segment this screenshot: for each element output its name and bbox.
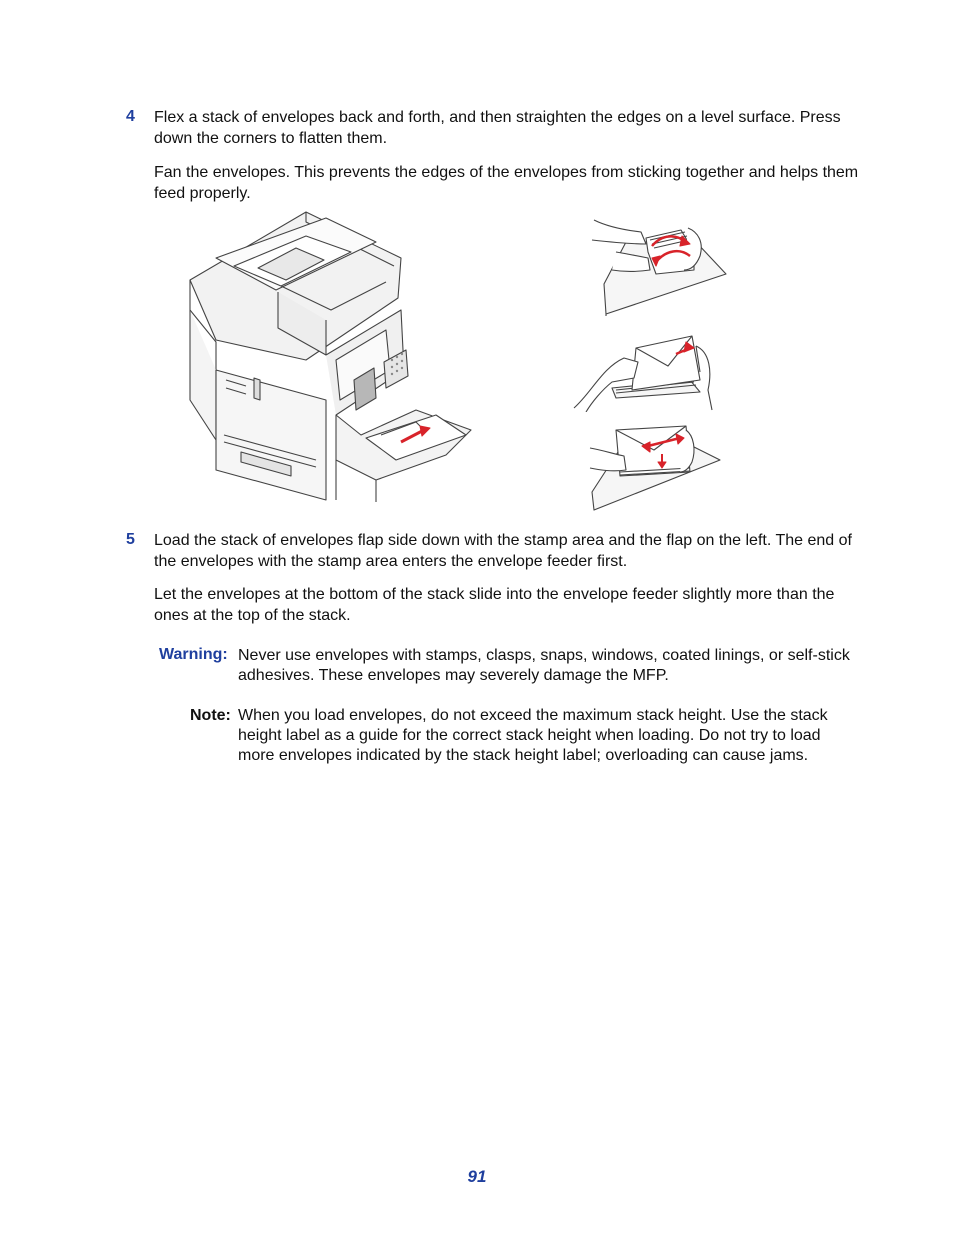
step-4-number: 4 bbox=[126, 108, 135, 125]
warning-label: Warning: bbox=[159, 646, 228, 663]
mfp-envelope-feeder-illustration bbox=[186, 210, 486, 506]
step-4-text: Flex a stack of envelopes back and forth, and then straighten the edges on a level surface. Press down the corners to flatten them. bbox=[154, 109, 841, 147]
fan-envelopes-illustration bbox=[572, 332, 720, 412]
step-5-followup: Let the envelopes at the bottom of the stack slide into the envelope feeder slightly more than the ones at the top of the stack. bbox=[154, 586, 835, 624]
flex-envelopes-illustration bbox=[586, 212, 728, 316]
warning-text: Never use envelopes with stamps, clasps, snaps, windows, coated linings, or self-stick adhesives. These envelopes may severely damage the MFP. bbox=[238, 647, 850, 684]
straighten-envelopes-illustration bbox=[588, 422, 722, 512]
note-text: When you load envelopes, do not exceed the maximum stack height. Use the stack height label as a guide for the correct stack height when loading. Do not try to load more envelopes indicated by the stack height label; overloading can cause jams. bbox=[238, 707, 828, 764]
page-number: 91 bbox=[467, 1167, 487, 1186]
step-5-text: Load the stack of envelopes flap side down with the stamp area and the flap on the left. The end of the envelopes with the stamp area enters the envelope feeder first. bbox=[154, 532, 852, 570]
step-5-number: 5 bbox=[126, 531, 135, 548]
note-label: Note: bbox=[190, 707, 231, 724]
step-4-followup: Fan the envelopes. This prevents the edges of the envelopes from sticking together and helps them feed properly. bbox=[154, 164, 859, 202]
